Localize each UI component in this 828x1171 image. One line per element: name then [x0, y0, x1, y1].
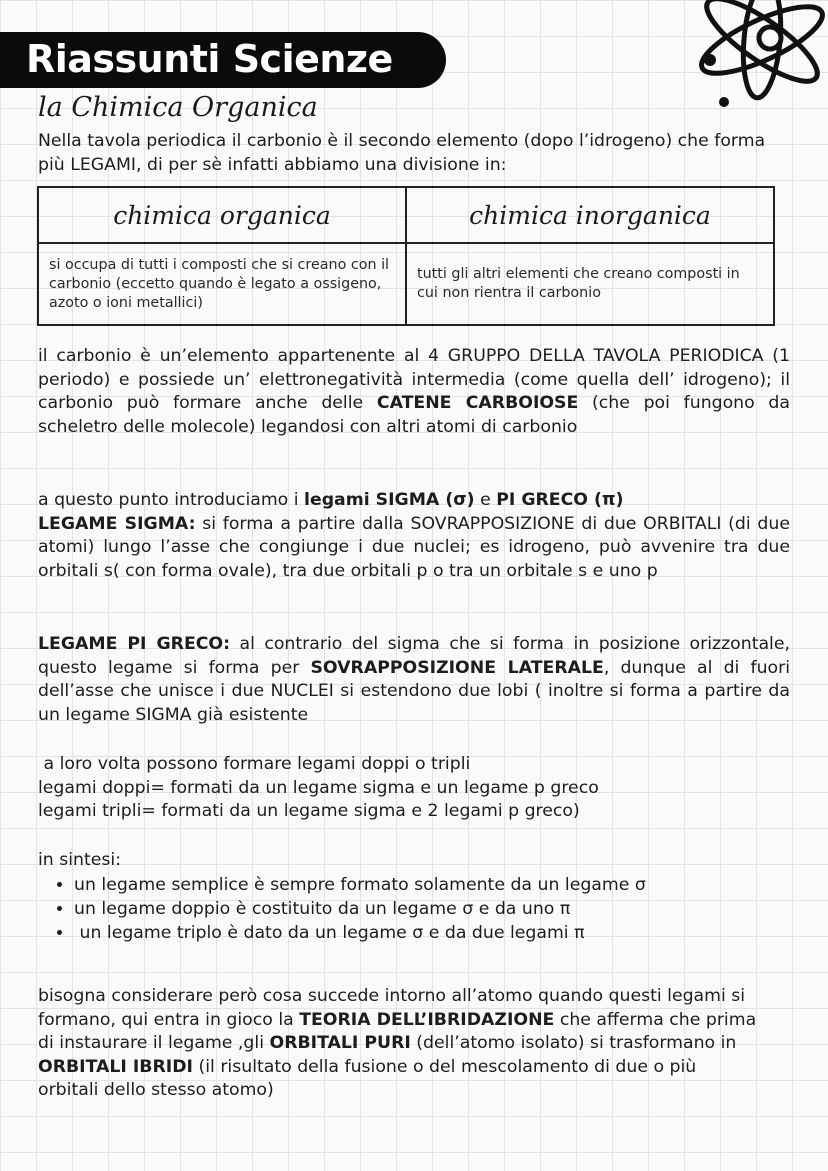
summary-section — [38, 849, 790, 945]
sigma-def-text: si forma a partire dalla SOVRAPPOSIZIONE di due ORBITALI (di due atomi) lungo l’asse che congiunge i due nuclei; es idrogeno, può avvenire tra due orbitali s( con forma ovale), tra due orbitali p o tra un orbitale s e uno p — [38, 513, 790, 581]
pi-def-text-a: al contrario del sigma che si forma in posizione orizzontale, questo legame si forma per — [38, 634, 790, 678]
sigma-intro-a: a questo punto introduciamo i — [38, 490, 305, 510]
table-header-inorganic: chimica inorganica — [406, 187, 774, 243]
sigma-section — [38, 489, 790, 583]
list-item: • un legame semplice è sempre formato solamente da un legame σ — [74, 873, 790, 897]
pi-section — [38, 633, 790, 727]
sigma-intro-b: e — [474, 490, 497, 510]
summary-heading: in sintesi: — [38, 850, 122, 870]
multiple-bonds-line1: a loro volta possono formare legami doppi o tripli — [38, 754, 471, 774]
sigma-def-label: LEGAME SIGMA: — [38, 513, 196, 534]
table-header-organic: chimica organica — [38, 187, 406, 243]
sigma-intro-bold-a: legami SIGMA (σ) — [304, 490, 475, 510]
sigma-intro-line — [38, 489, 790, 513]
carbon-text-b: (che poi fungono da scheletro delle molecole) legandosi con altri atomi di carbonio — [38, 393, 790, 437]
hybrid-bold-a: TEORIA DELL’IBRIDAZIONE — [299, 1009, 555, 1030]
table-cell-inorganic: tutti gli altri elementi che creano composti in cui non rientra il carbonio — [406, 243, 774, 325]
pi-def-bold-b: SOVRAPPOSIZIONE LATERALE — [310, 657, 604, 678]
pi-def-text-b: , dunque al di fuori dell’asse che unisce i due NUCLEI si estendono due lobi ( inoltre si forma a partire da un legame SIGMA già esistente — [38, 657, 790, 725]
hybrid-text-b: che afferma che prima di instaurare il legame ,gli — [38, 1009, 757, 1053]
atom-icon — [680, 0, 828, 112]
list-item: • un legame doppio è costituito da un legame σ e da uno π — [74, 897, 790, 921]
sigma-definition — [38, 513, 790, 584]
carbon-text-a: il carbonio è un’elemento appartenente al 4 GRUPPO DELLA TAVOLA PERIODICA (1 periodo) e possiede un’ elettronegatività intermedia (come quella dell’ idrogeno); il carbonio può formare anche delle — [38, 346, 790, 413]
multiple-bonds-section — [38, 753, 790, 824]
page-title: Riassunti Scienze — [26, 37, 393, 81]
hybrid-bold-b: ORBITALI PURI — [269, 1033, 411, 1053]
multiple-bonds-line3: legami tripli= formati da un legame sigma e 2 legami p greco) — [38, 801, 580, 821]
list-item: • un legame triplo è dato da un legame σ e da due legami π — [74, 921, 790, 945]
hybrid-text-d: (il risultato della fusione o del mescolamento di due o più orbitali dello stesso atomo) — [38, 1056, 697, 1100]
pi-def-label: LEGAME PI GRECO: — [38, 634, 231, 654]
sigma-intro-bold-b: PI GRECO (π) — [496, 490, 624, 510]
section-subtitle: la Chimica Organica — [38, 92, 318, 123]
hybrid-bold-c: ORBITALI IBRIDI — [38, 1056, 193, 1077]
title-banner — [0, 32, 446, 88]
summary-list — [38, 873, 790, 945]
carbon-paragraph — [38, 345, 790, 439]
table-cell-organic: si occupa di tutti i composti che si creano con il carbonio (eccetto quando è legato a ossigeno, azoto o ioni metallici) — [38, 243, 406, 325]
multiple-bonds-line2: legami doppi= formati da un legame sigma e un legame p greco — [38, 777, 599, 798]
hybrid-paragraph — [38, 985, 758, 1103]
intro-text: Nella tavola periodica il carbonio è il secondo elemento (dopo l’idrogeno) che forma più LEGAMI, di per sè infatti abbiamo una divisione in: — [38, 131, 766, 175]
comparison-table — [37, 186, 775, 326]
hybrid-text-c: (dell’atomo isolato) si trasformano in — [410, 1033, 737, 1053]
carbon-bold-a: CATENE CARBOIOSE — [376, 393, 579, 413]
intro-paragraph — [38, 130, 790, 177]
hybrid-text-a: bisogna considerare però cosa succede intorno all’atomo quando questi legami si formano, qui entra in gioco la — [38, 986, 746, 1030]
